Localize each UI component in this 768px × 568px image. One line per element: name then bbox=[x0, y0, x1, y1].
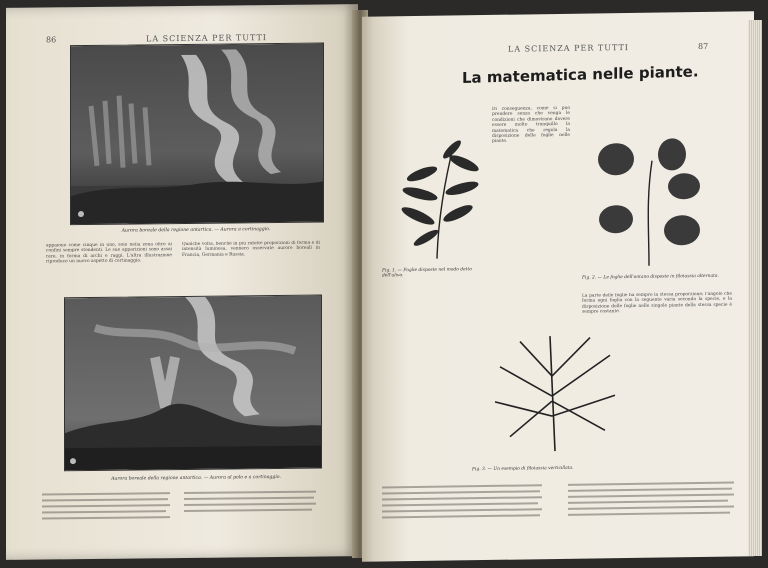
aurora-plate-top bbox=[70, 43, 324, 226]
left-page bbox=[6, 4, 358, 560]
right-page-number: 87 bbox=[698, 41, 709, 52]
text-line bbox=[382, 490, 540, 494]
olive-branch-figure bbox=[392, 133, 482, 264]
body-text-column-2: La parte delle foglie ha sempre la stessa proporzione; l'angolo che forma ogni foglia con la seguente varia secondo la specie, e la disposizione delle foglie nelle singole piante della stessa specie è sempre costante. bbox=[582, 291, 732, 315]
text-line bbox=[184, 491, 316, 494]
text-line bbox=[568, 494, 734, 498]
text-line bbox=[42, 516, 170, 519]
text-line bbox=[184, 509, 312, 512]
text-line bbox=[382, 502, 538, 506]
text-line bbox=[382, 514, 540, 518]
fig2-caption: Fig. 2. — Le foglie dell'ontano disposte in filotassia alternata. bbox=[582, 273, 719, 281]
left-page-number: 86 bbox=[46, 35, 57, 45]
text-line bbox=[184, 497, 314, 500]
aurora-polar-image bbox=[65, 296, 321, 471]
right-column-text: Qualche volta, benché in più ridotte proporzioni di forma e di intensità luminosa, vennero osservate aurore boreali in Francia, Germania e Russia. bbox=[182, 240, 320, 258]
text-line bbox=[568, 506, 734, 510]
aurora-curtain-image bbox=[71, 44, 323, 225]
fig1-caption: Fig. 1. — Foglie disposte nel modo detto dell'ulivo. bbox=[382, 267, 472, 279]
aurora-plate-bottom bbox=[64, 295, 322, 472]
bottom-plate-caption: Aurora boreale della regione antartica. — Aurora al polo e a cortinaggio. bbox=[111, 474, 281, 482]
text-line bbox=[568, 482, 734, 486]
text-line bbox=[42, 492, 170, 495]
text-line bbox=[42, 504, 170, 507]
article-title: La matematica nelle piante. bbox=[462, 62, 699, 87]
left-running-head: LA SCIENZA PER TUTTI bbox=[146, 33, 267, 44]
alder-branch-figure bbox=[594, 130, 704, 272]
text-line bbox=[568, 500, 728, 504]
fig3-caption: Fig. 3. — Un esempio di filotassia verticillata. bbox=[472, 465, 574, 473]
text-line bbox=[382, 496, 542, 500]
text-line bbox=[42, 510, 166, 513]
right-page bbox=[362, 11, 754, 561]
left-column-text: appaiono come cinque in uno, solo nella zona oltre ai confini sempre stendenti. Le sue apparizioni sono assai rare, in forma di archi e raggi. L'altra illustrazione riproduce un nuovo aspetto di cortinaggio. bbox=[46, 242, 172, 265]
text-line bbox=[42, 498, 168, 501]
text-line bbox=[568, 488, 732, 492]
page-edges bbox=[748, 20, 762, 556]
top-plate-caption: Aurora boreale della regione antartica. — Aurora a cortinaggio. bbox=[121, 227, 271, 234]
text-line bbox=[184, 503, 316, 506]
right-running-head: LA SCIENZA PER TUTTI bbox=[508, 43, 629, 54]
text-line bbox=[382, 508, 542, 512]
text-line bbox=[568, 512, 730, 516]
body-text-column-1: Di conseguenza, come si può prendere senza che venga le condizioni che dimostrano dovere essere molto tranquillo la matematica che regola la disposizione delle foglie nelle piante. bbox=[492, 105, 570, 145]
text-line bbox=[382, 484, 542, 488]
